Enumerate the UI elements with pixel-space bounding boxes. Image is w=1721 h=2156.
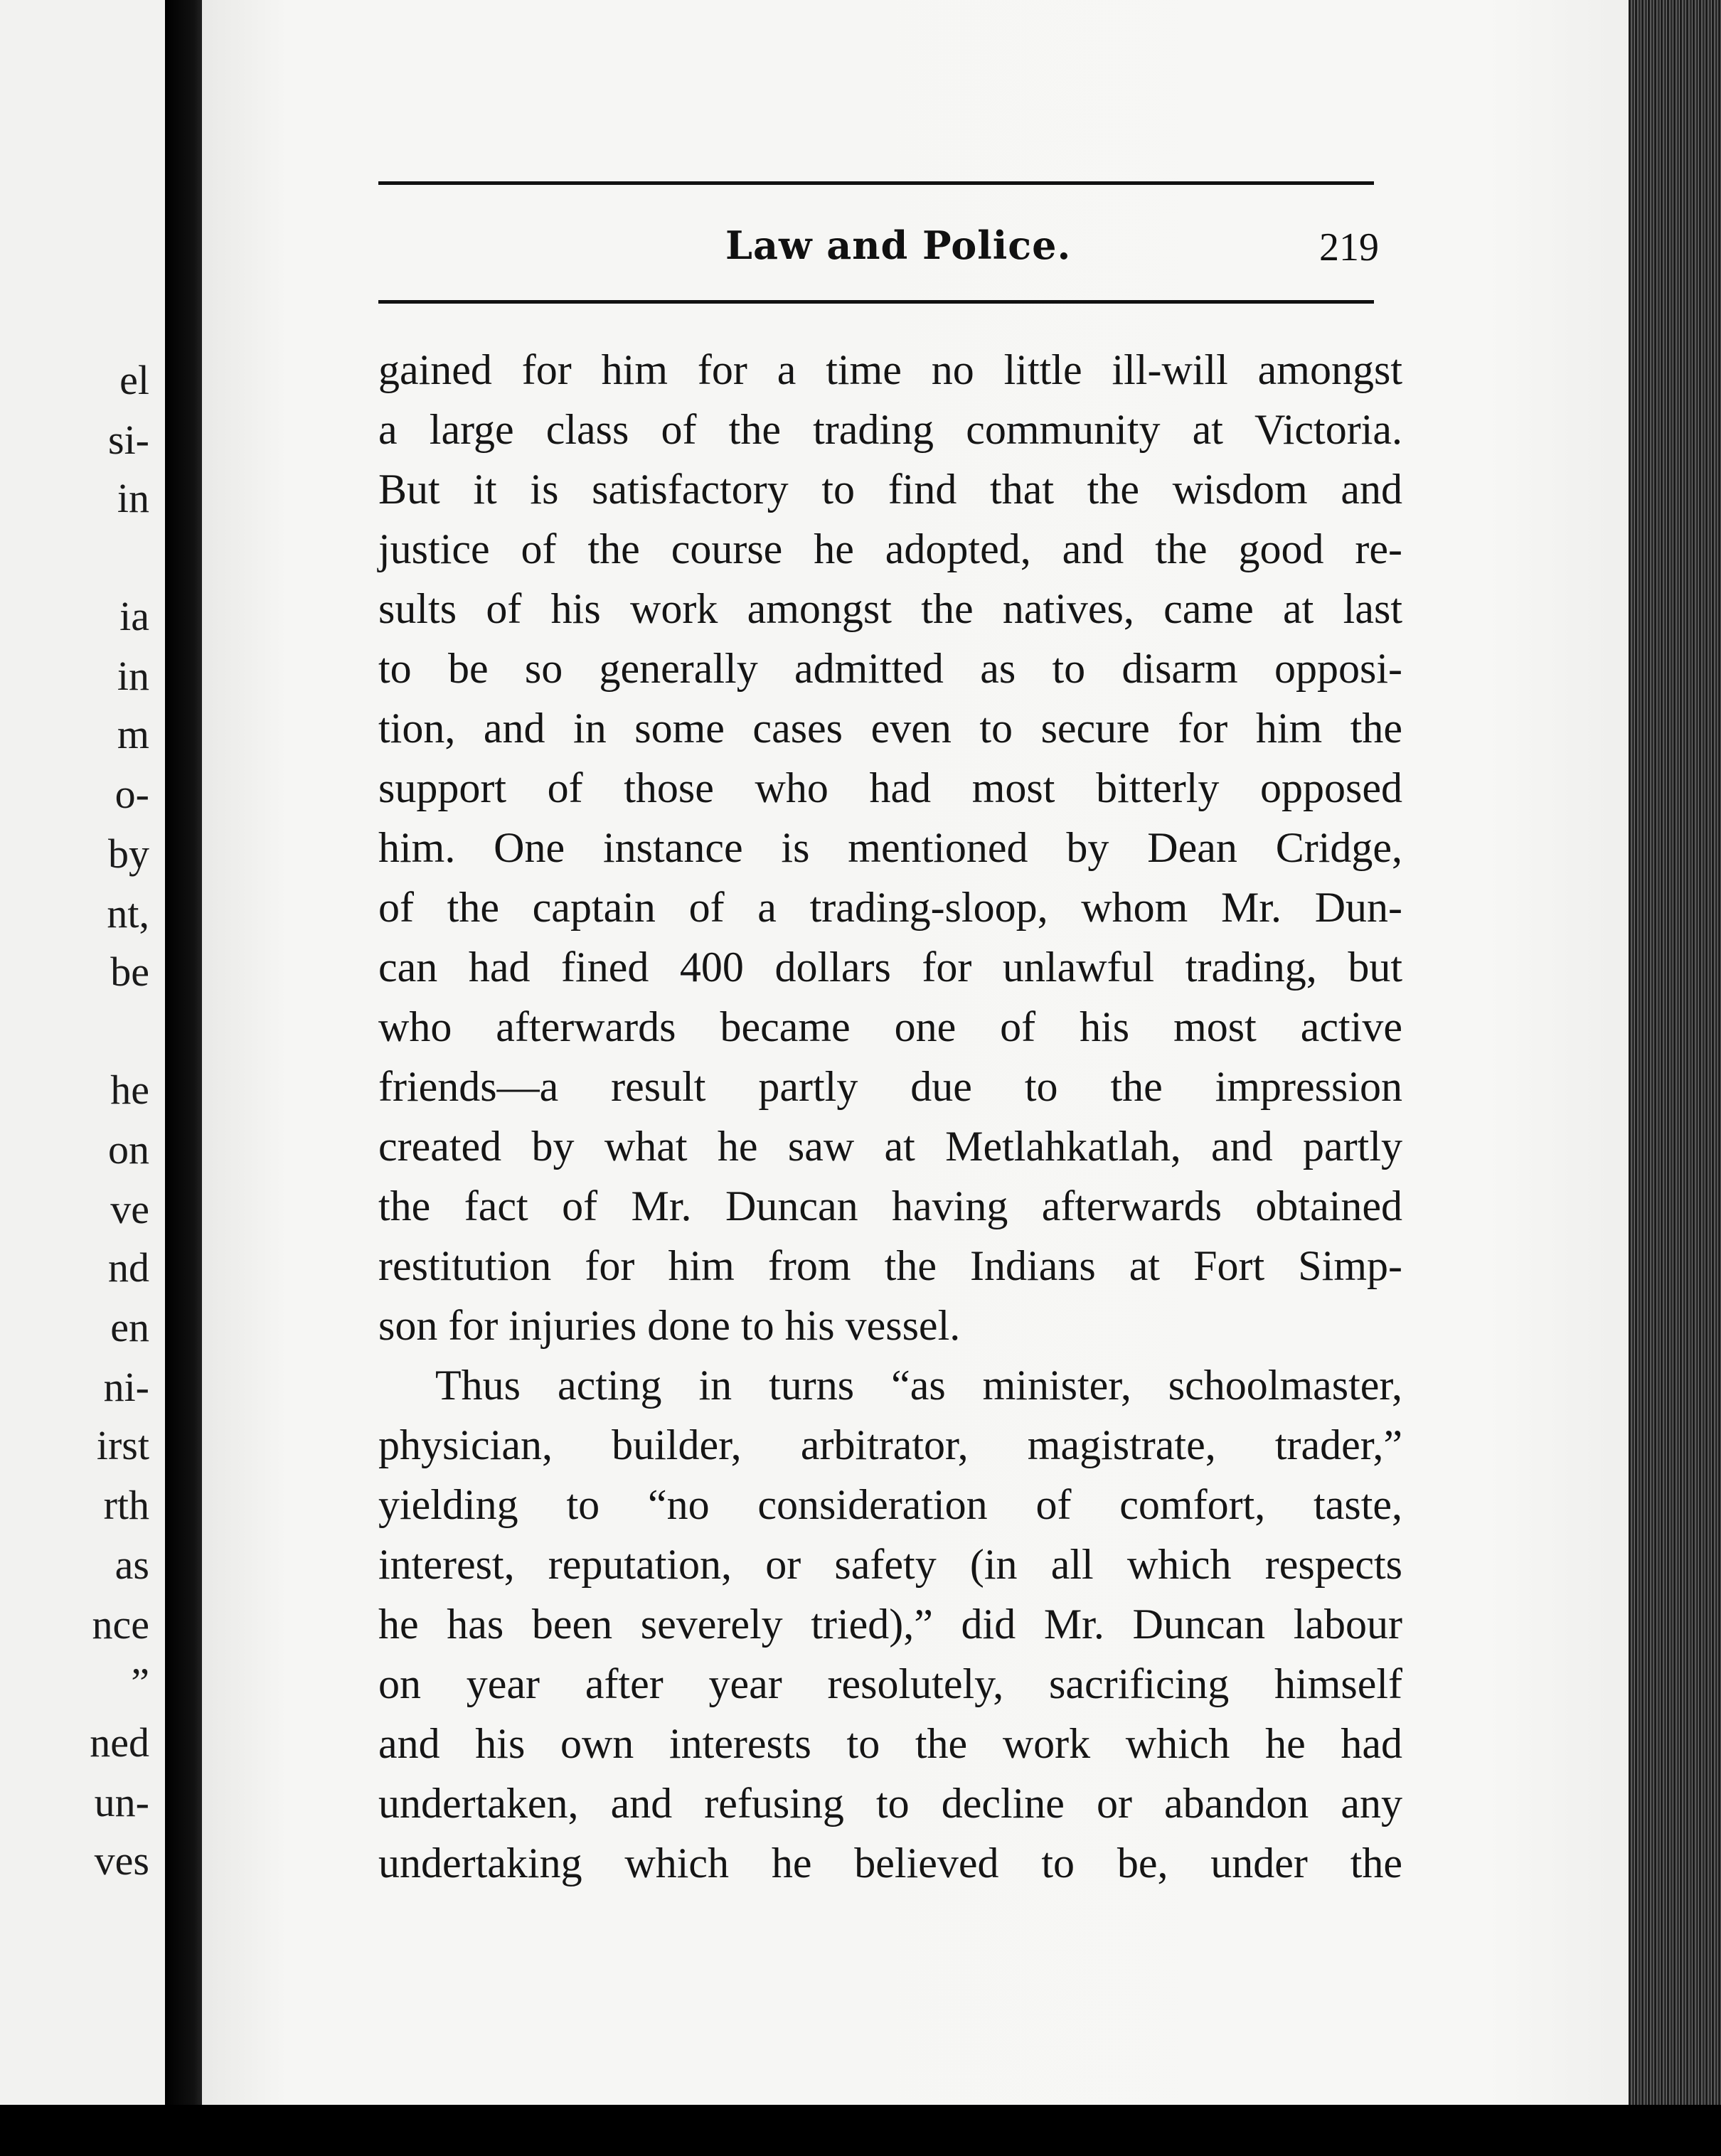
previous-page-text: el: [119, 357, 149, 403]
previous-page-text: be: [110, 949, 149, 995]
previous-page-text: en: [110, 1304, 149, 1350]
page-edges: [1629, 0, 1721, 2105]
text-line: of the captain of a trading-sloop, whom Mr. Dun-: [378, 884, 1402, 931]
previous-page-text: on: [108, 1126, 149, 1173]
scan-border: [0, 2105, 1721, 2156]
text-line: support of those who had most bitterly opposed: [378, 764, 1402, 811]
text-line: friends—a result partly due to the impression: [378, 1063, 1402, 1110]
body-text: [378, 340, 1402, 1893]
text-line: Thus acting in turns “as minister, schoolmaster,: [435, 1362, 1402, 1409]
previous-page-text: nt,: [107, 890, 149, 936]
text-line: tion, and in some cases even to secure for him the: [378, 705, 1402, 752]
previous-page-text: ves: [94, 1837, 149, 1884]
text-line: son for injuries done to his vessel.: [378, 1302, 961, 1349]
previous-page-text: ”: [131, 1660, 149, 1706]
previous-page-text: irst: [96, 1422, 149, 1468]
text-line: restitution for him from the Indians at Fort Simp-: [378, 1242, 1402, 1289]
book-spine-shadow: [165, 0, 206, 2105]
text-line: and his own interests to the work which he had: [378, 1720, 1402, 1767]
text-line: the fact of Mr. Duncan having afterwards obtained: [378, 1183, 1402, 1229]
previous-page-text: o-: [114, 771, 149, 817]
text-line: on year after year resolutely, sacrificing himself: [378, 1660, 1402, 1707]
previous-page-text: he: [110, 1067, 149, 1113]
text-line: undertaken, and refusing to decline or abandon any: [378, 1780, 1402, 1827]
previous-page-text: in: [117, 475, 149, 521]
text-line: him. One instance is mentioned by Dean Cridge,: [378, 824, 1402, 871]
previous-page-text: si-: [108, 417, 149, 463]
previous-page-text: as: [114, 1542, 149, 1588]
previous-page-text: nce: [92, 1601, 149, 1648]
previous-page-text: ia: [119, 593, 149, 639]
previous-page-text: ned: [90, 1719, 149, 1766]
text-line: a large class of the trading community at Victoria.: [378, 406, 1402, 453]
text-line: But it is satisfactory to find that the wisdom and: [378, 466, 1402, 513]
text-line: can had fined 400 dollars for unlawful trading, but: [378, 944, 1402, 991]
previous-page-text: by: [108, 831, 149, 877]
text-line: interest, reputation, or safety (in all which respects: [378, 1541, 1402, 1588]
text-line: created by what he saw at Metlahkatlah, and partly: [378, 1123, 1402, 1170]
running-head: Law and Police.: [725, 223, 1072, 268]
text-line: gained for him for a time no little ill-will amongst: [378, 346, 1402, 393]
previous-page-text: ni-: [103, 1364, 149, 1410]
previous-page-fragment: [0, 0, 165, 2105]
text-line: justice of the course he adopted, and the good re-: [378, 525, 1402, 572]
text-line: undertaking which he believed to be, under the: [378, 1840, 1402, 1886]
text-line: sults of his work amongst the natives, came at last: [378, 585, 1402, 632]
previous-page-text: rth: [103, 1482, 149, 1528]
previous-page-text: nd: [108, 1244, 149, 1291]
previous-page-text: in: [117, 653, 149, 699]
header-rule-top: [378, 181, 1374, 185]
text-line: he has been severely tried),” did Mr. Duncan labour: [378, 1601, 1402, 1648]
text-line: to be so generally admitted as to disarm opposi-: [378, 645, 1402, 692]
previous-page-text: m: [117, 711, 149, 757]
text-line: physician, builder, arbitrator, magistrate, trader,”: [378, 1421, 1402, 1468]
header-rule-bottom: [378, 300, 1374, 304]
previous-page-text: ve: [110, 1186, 149, 1232]
previous-page-text: un-: [94, 1779, 149, 1825]
page-number: 219: [1319, 225, 1379, 270]
text-line: who afterwards became one of his most active: [378, 1003, 1402, 1050]
text-line: yielding to “no consideration of comfort, taste,: [378, 1481, 1402, 1528]
